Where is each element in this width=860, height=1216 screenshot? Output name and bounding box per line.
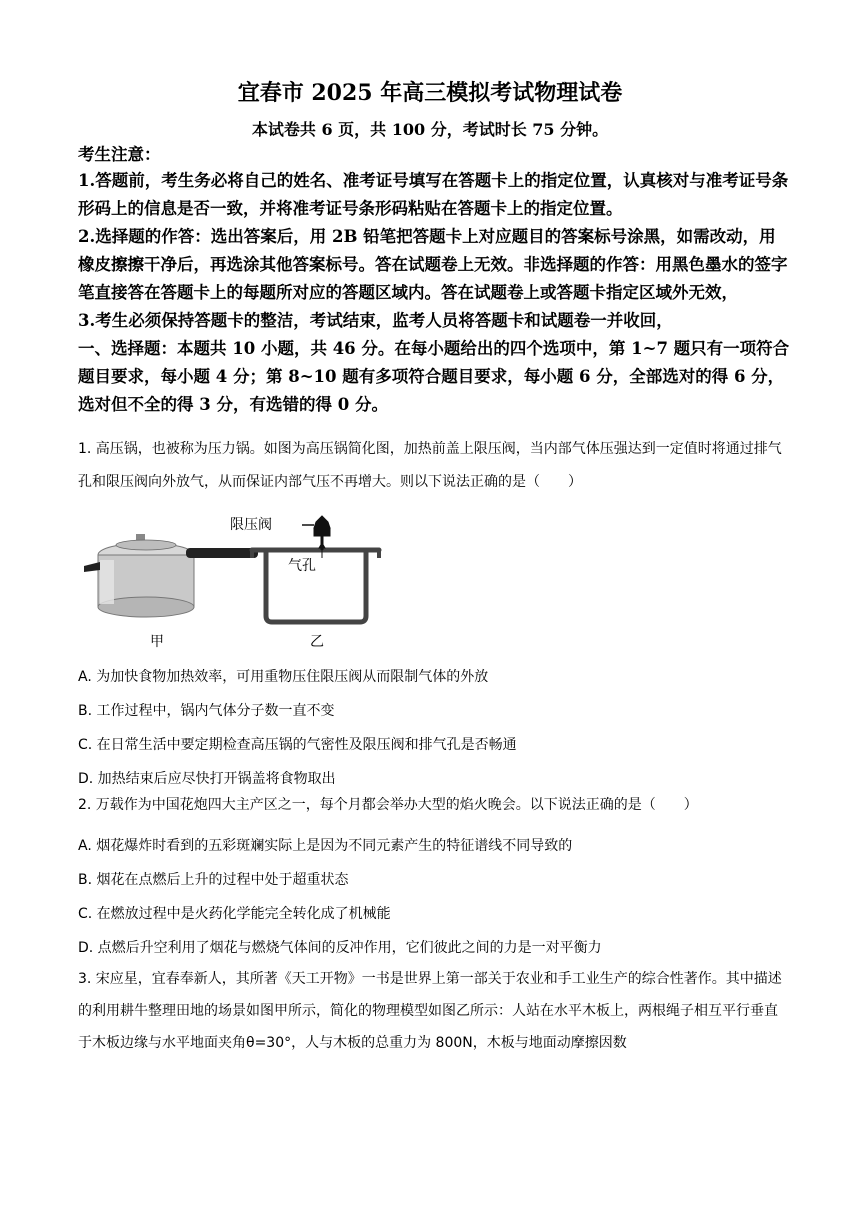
- q1-option-b: B. 工作过程中，锅内气体分子数一直不变: [78, 703, 335, 719]
- exam-subtitle: 本试卷共 6 页，共 100 分，考试时长 75 分钟。: [251, 120, 609, 139]
- q2-option-b: B. 烟花在点燃后上升的过程中处于超重状态: [78, 872, 349, 888]
- notice-heading: 考生注意：: [78, 145, 161, 164]
- q2-option-a: A. 烟花爆炸时看到的五彩斑斓实际上是因为不同元素产生的特征谱线不同导致的: [78, 838, 573, 854]
- notice-list: [78, 167, 790, 419]
- pressure-cooker-photo: [84, 534, 258, 617]
- question-3-stem: 3. 宋应星，宜春奉新人，其所著《天工开物》一书是世界上第一部关于农业和手工业生产的综合性著作。其中描述的利用耕牛整理田地的场景如图甲所示，简化的物理模型如图乙所示：人站在水平木板上，两根绳子相互平行垂直于木板边缘与水平地面夹角θ=30°，人与木板的总重力为 800N，木板与地面动摩擦因数: [78, 971, 782, 1051]
- section-heading: 一、选择题：本题共 10 小题，共 46 分。在每小题给出的四个选项中，第 1~7 题只有一项符合题目要求，每小题 4 分；第 8~10 题有多项符合题目要求，每小题 6 分，全部选对的得 6 分，选对但不全的得 3 分，有选错的得 0 分。: [78, 339, 790, 414]
- caption-right: 乙: [310, 634, 324, 650]
- question-1-stem: 1. 高压锅，也被称为压力锅。如图为高压锅简化图，加热前盖上限压阀，当内部气体压强达到一定值时将通过排气孔和限压阀向外放气，从而保证内部气压不再增大。则以下说法正确的是（ ）: [78, 441, 782, 490]
- q2-option-d: D. 点燃后升空利用了烟花与燃烧气体间的反冲作用，它们彼此之间的力是一对平衡力: [78, 940, 602, 956]
- caption-left: 甲: [150, 634, 164, 650]
- exam-title: 宜春市 2025 年高三模拟考试物理试卷: [237, 80, 623, 106]
- question-2-stem: 2. 万载作为中国花炮四大主产区之一，每个月都会举办大型的焰火晚会。以下说法正确的是（ ）: [78, 797, 698, 813]
- notice-item-2: 2.选择题的作答：选出答案后，用 2B 铅笔把答题卡上对应题目的答案标号涂黑，如需改动，用橡皮擦擦干净后，再选涂其他答案标号。答在试题卷上无效。非选择题的作答：用黑色墨水的签字笔直接答在答题卡上的每题所对应的答题区域内。答在试题卷上或答题卡指定区域外无效，: [78, 227, 788, 302]
- notice-item-1: 1.答题前，考生务必将自己的姓名、准考证号填写在答题卡上的指定位置，认真核对与准考证号条形码上的信息是否一致，并将准考证号条形码粘贴在答题卡上的指定位置。: [78, 171, 789, 218]
- q1-option-a: A. 为加快食物加热效率，可用重物压住限压阀从而限制气体的外放: [78, 669, 489, 685]
- q1-option-d: D. 加热结束后应尽快打开锅盖将食物取出: [78, 771, 336, 787]
- q2-option-c: C. 在燃放过程中是火药化学能完全转化成了机械能: [78, 906, 391, 922]
- notice-item-3: 3.考生必须保持答题卡的整洁，考试结束，监考人员将答题卡和试题卷一并收回，: [78, 311, 673, 330]
- label-valve: 限压阀: [230, 517, 272, 533]
- q1-option-c: C. 在日常生活中要定期检查高压锅的气密性及限压阀和排气孔是否畅通: [78, 737, 517, 753]
- label-hole: 气孔: [288, 558, 316, 574]
